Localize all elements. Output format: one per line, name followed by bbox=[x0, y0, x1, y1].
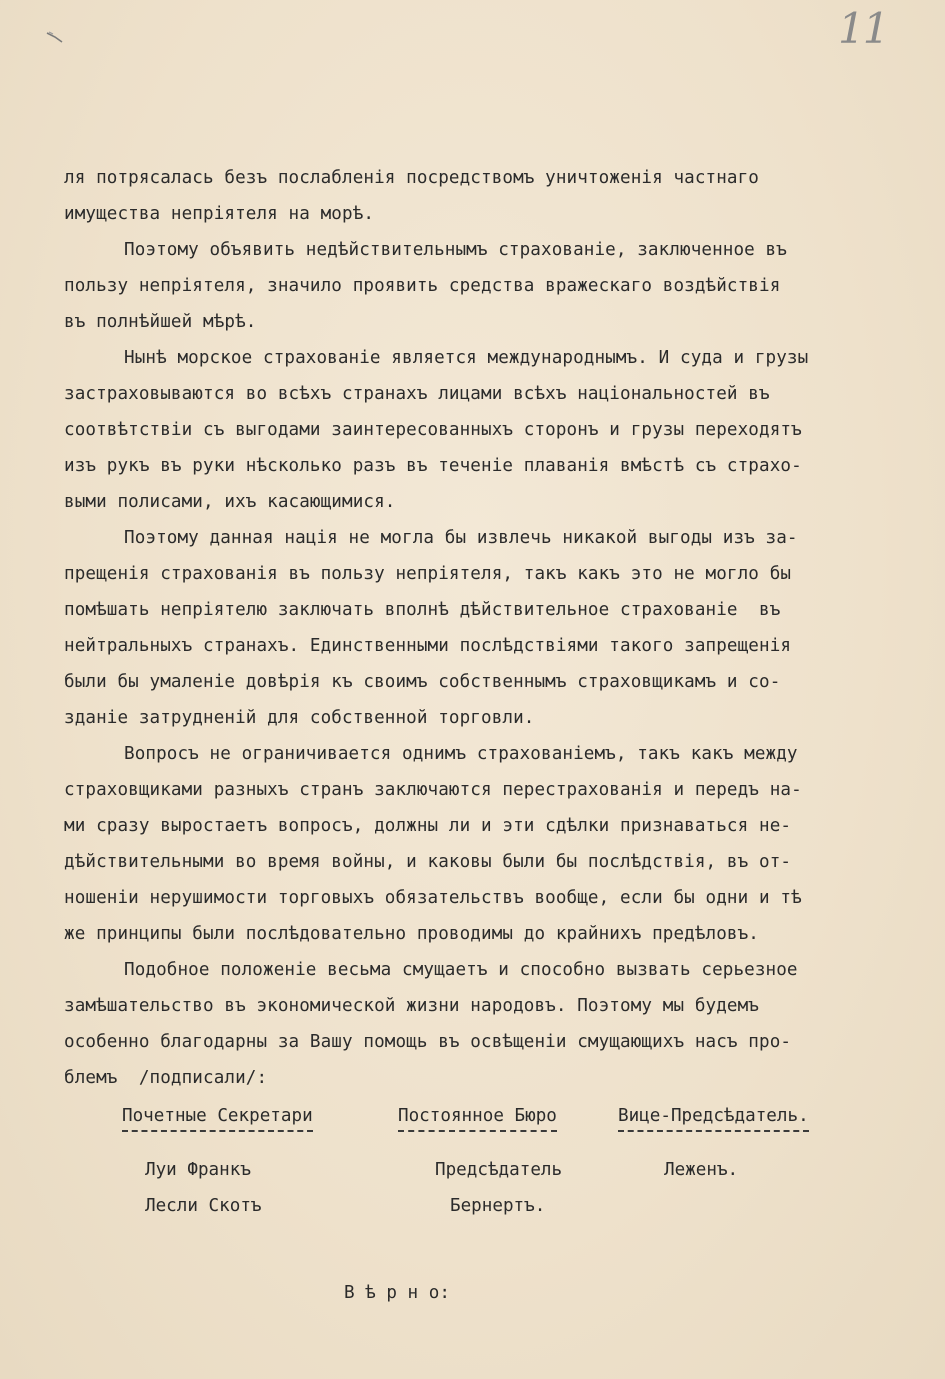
text-line: выми полисами, ихъ касающимися. bbox=[64, 492, 396, 512]
signatory-name-scott: Лесли Скотъ bbox=[145, 1196, 262, 1216]
folio-number: 11 bbox=[838, 4, 888, 53]
text-line: ми сразу выростаетъ вопросъ, должны ли и эти сдѣлки признаваться не- bbox=[64, 816, 792, 836]
signature-heading-vice-chairman: Вице-Предсѣдатель. bbox=[618, 1104, 809, 1132]
text-line: ля потрясалась безъ послабленія посредствомъ уничтоженія частнаго bbox=[64, 168, 760, 188]
text-line: особенно благодарны за Вашу помощь въ освѣщеніи смущающихъ насъ про- bbox=[64, 1032, 792, 1052]
text-line: Вопросъ не ограничивается однимъ страхованіемъ, такъ какъ между bbox=[124, 744, 798, 764]
text-line: были бы умаленіе довѣрія къ своимъ собственнымъ страховщикамъ и со- bbox=[64, 672, 781, 692]
signature-heading-honorary-secretaries: Почетные Секретари bbox=[122, 1104, 313, 1132]
text-line: застраховываются во всѣхъ странахъ лицами всѣхъ національностей въ bbox=[64, 384, 770, 404]
text-line: изъ рукъ въ руки нѣсколько разъ въ теченіе плаванія вмѣстѣ съ страхо- bbox=[64, 456, 802, 476]
signatory-name-franck: Луи Франкъ bbox=[145, 1160, 251, 1180]
text-line: соотвѣтствіи съ выгодами заинтересованныхъ сторонъ и грузы переходятъ bbox=[64, 420, 802, 440]
text-line: пользу непріятеля, значило проявить средства вражескаго воздѣйствія bbox=[64, 276, 781, 296]
signatory-name-lejeune: Леженъ. bbox=[664, 1160, 739, 1180]
text-line: нейтральныхъ странахъ. Единственными послѣдствіями такого запрещенія bbox=[64, 636, 792, 656]
text-line: ношеніи нерушимости торговыхъ обязательствъ вообще, если бы одни и тѣ bbox=[64, 888, 802, 908]
signature-heading-permanent-bureau: Постоянное Бюро bbox=[398, 1104, 557, 1132]
text-line: въ полнѣйшей мѣрѣ. bbox=[64, 312, 257, 332]
text-line: Поэтому объявить недѣйствительнымъ страхованіе, заключенное въ bbox=[124, 240, 787, 260]
text-line: имущества непріятеля на морѣ. bbox=[64, 204, 375, 224]
text-line: же принципы были послѣдовательно проводимы до крайнихъ предѣловъ. bbox=[64, 924, 760, 944]
text-line: прещенія страхованія въ пользу непріятеля, такъ какъ это не могло бы bbox=[64, 564, 792, 584]
closing-verno: В ѣ р н о: bbox=[344, 1283, 450, 1303]
signatory-name-bernert: Бернертъ. bbox=[450, 1196, 546, 1216]
pencil-mark-icon bbox=[46, 30, 64, 44]
letter-body bbox=[64, 160, 894, 1096]
text-line: помѣшать непріятелю заключать вполнѣ дѣйствительное страхованіе въ bbox=[64, 600, 781, 620]
signatory-role-chairman: Предсѣдатель bbox=[435, 1160, 563, 1180]
text-line: блемъ /подписали/: bbox=[64, 1068, 268, 1088]
text-line: Подобное положеніе весьма смущаетъ и способно вызвать серьезное bbox=[124, 960, 798, 980]
text-line: Нынѣ морское страхованіе является международнымъ. И суда и грузы bbox=[124, 348, 809, 368]
text-line: зданіе затрудненій для собственной торговли. bbox=[64, 708, 535, 728]
text-line: Поэтому данная нація не могла бы извлечь никакой выгоды изъ за- bbox=[124, 528, 798, 548]
text-line: замѣшательство въ экономической жизни народовъ. Поэтому мы будемъ bbox=[64, 996, 760, 1016]
text-line: дѣйствительными во время войны, и каковы были бы послѣдствія, въ от- bbox=[64, 852, 792, 872]
text-line: страховщиками разныхъ странъ заключаются перестрахованія и передъ на- bbox=[64, 780, 802, 800]
